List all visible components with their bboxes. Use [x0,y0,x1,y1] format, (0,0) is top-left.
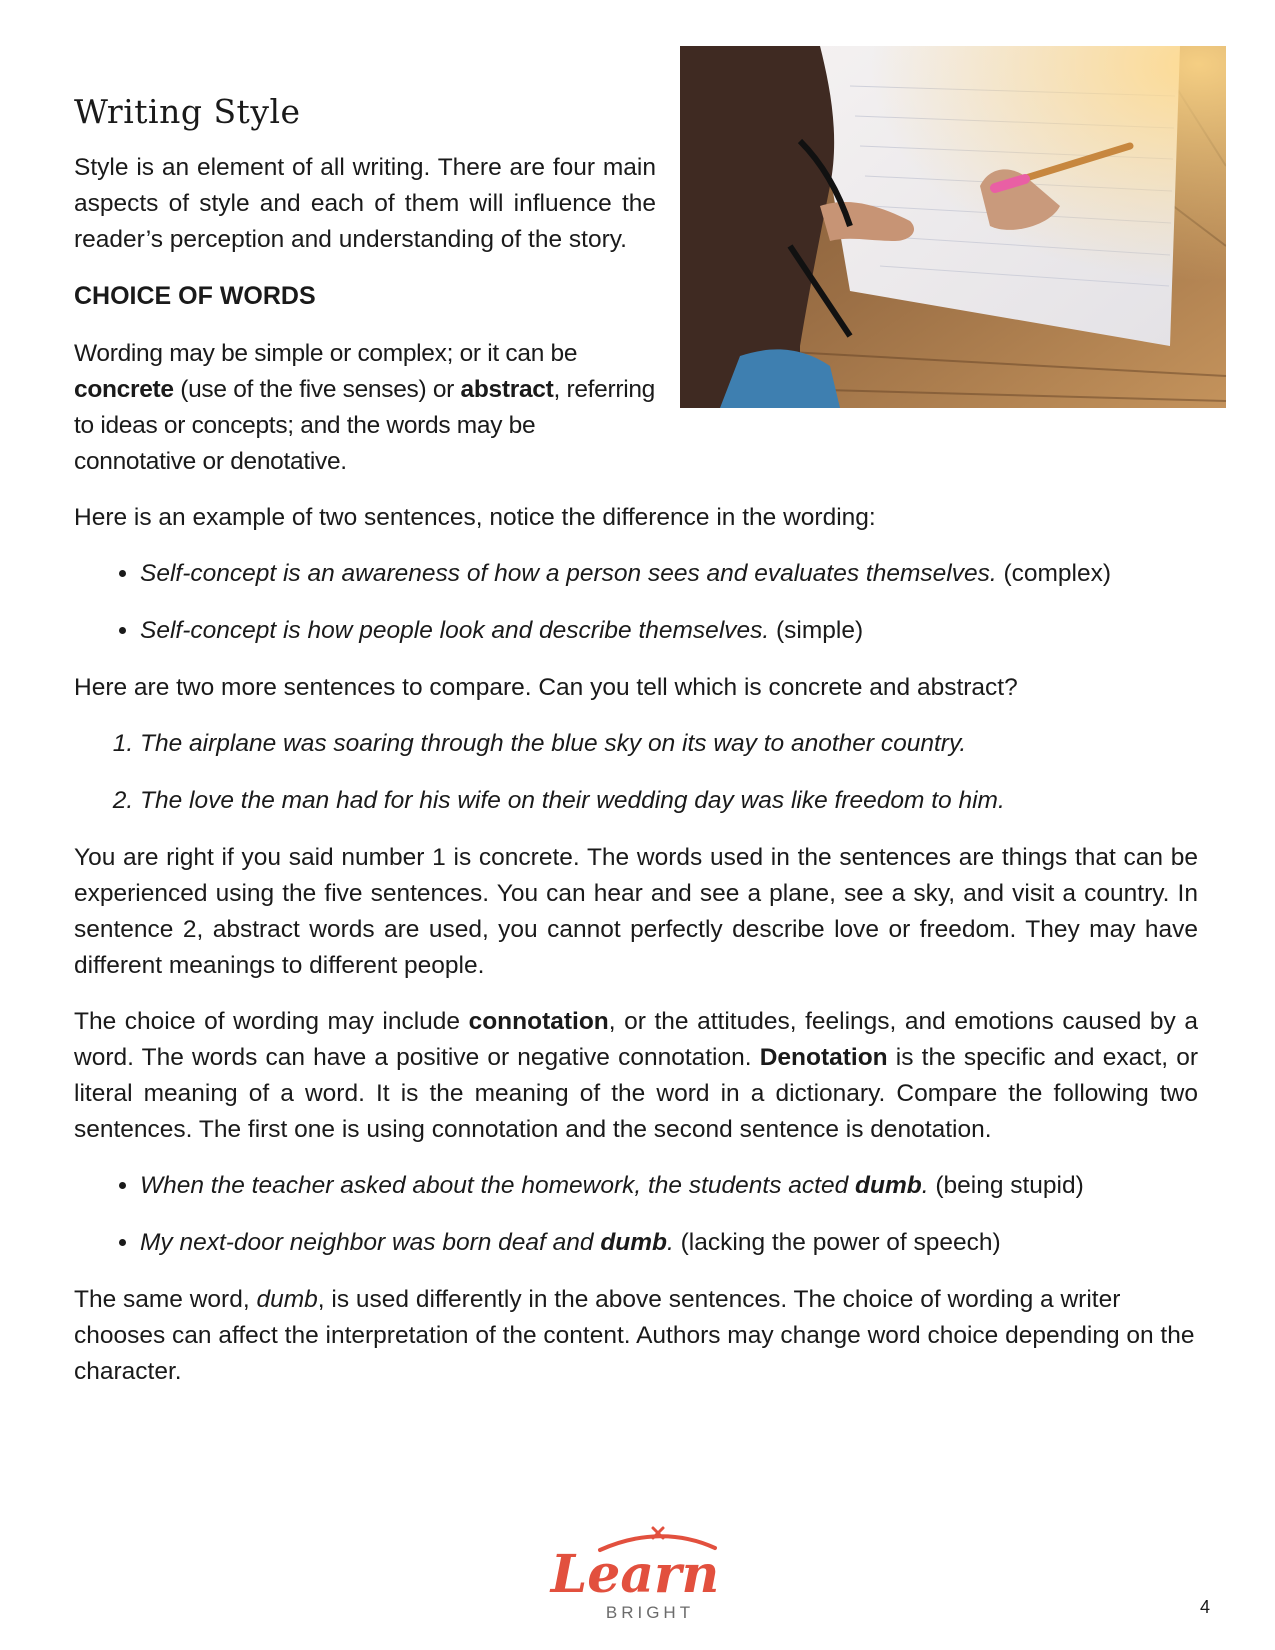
logo-subtitle: BRIGHT [605,1603,695,1622]
denotation-term: Denotation [759,1044,888,1071]
example-note: (lacking the power of speech) [673,1229,1001,1256]
section-heading: CHOICE OF WORDS [74,282,316,310]
logo-word: Learn [550,1544,720,1605]
sentence-end: . [921,1172,929,1199]
example-note: (simple) [769,617,864,644]
example-note: (complex) [996,560,1111,587]
intro-paragraph: Style is an element of all writing. There are four main aspects of style and each of them will influence the reader’s perception and understanding of the story. [74,154,656,253]
closing-text-2: , is used differently in the above sentences. The choice of wording a writer chooses can affect the interpretation of the content. Authors may change word choice depending on the character. [74,1286,1195,1385]
list-item: 2. The love the man had for his wife on their wedding day was like freedom to him. [140,783,1198,819]
compare-list [74,726,1198,819]
page-number: 4 [1200,1597,1211,1617]
dumb-term: dumb [855,1172,922,1199]
list-item [140,613,1198,649]
wording-text-3: , referring to ideas or concepts; and the words may be connotative or denotative. [74,376,655,475]
connotation-term: connotation [468,1008,609,1035]
closing-text-1: The same word, [74,1286,257,1313]
page-content [74,88,1198,1410]
list-item: 1. The airplane was soaring through the blue sky on its way to another country. [140,726,1198,762]
example-sentence: Self-concept is an awareness of how a person sees and evaluates themselves. [140,560,997,587]
sentence-end: . [667,1229,674,1256]
abstract-term: abstract [460,376,554,403]
wording-text-1: Wording may be simple or complex; or it can be [74,340,578,367]
wording-text-2: (use of the five senses) or [173,376,461,403]
example-sentence: My next-door neighbor was born deaf and [140,1229,601,1256]
dumb-word: dumb [256,1286,318,1313]
list-item [140,1225,1198,1261]
page-title: Writing Style [74,92,301,131]
example-note: (being stupid) [928,1172,1084,1199]
answer-paragraph: You are right if you said number 1 is concrete. The words used in the sentences are things that can be experienced using the five sentences. You can hear and see a plane, see a sky, and visit a country. In sentence 2, abstract words are used, you cannot perfectly describe love or freedom. They may have different meanings to different people. [74,844,1198,979]
example-intro: Here is an example of two sentences, notice the difference in the wording: [74,504,876,531]
learn-bright-logo [530,1520,740,1630]
compare-intro: Here are two more sentences to compare. Can you tell which is concrete and abstract? [74,674,1018,701]
connotation-paragraph [74,1004,1198,1148]
closing-paragraph [74,1282,1198,1390]
dumb-term: dumb [600,1229,668,1256]
example-sentence: When the teacher asked about the homework, the students acted [140,1172,856,1199]
dumb-bullet-list [74,1168,1198,1261]
child-writing-photo [680,46,1226,408]
example-sentence: Self-concept is how people look and describe themselves. [140,617,770,644]
connotation-text-2: , or the attitudes, feelings, and emotions caused by a word. The words can have a positive or negative connotation. [74,1008,1198,1071]
concrete-term: concrete [74,376,174,403]
list-item [140,556,1198,592]
list-item [140,1168,1198,1204]
example-bullet-list [74,556,1198,649]
connotation-text-1: The choice of wording may include [74,1008,469,1035]
connotation-text-3: is the specific and exact, or literal meaning of a word. It is the meaning of the word in a dictionary. Compare the following two sentences. The first one is using connotation and the second sentence is denotation. [74,1044,1198,1143]
